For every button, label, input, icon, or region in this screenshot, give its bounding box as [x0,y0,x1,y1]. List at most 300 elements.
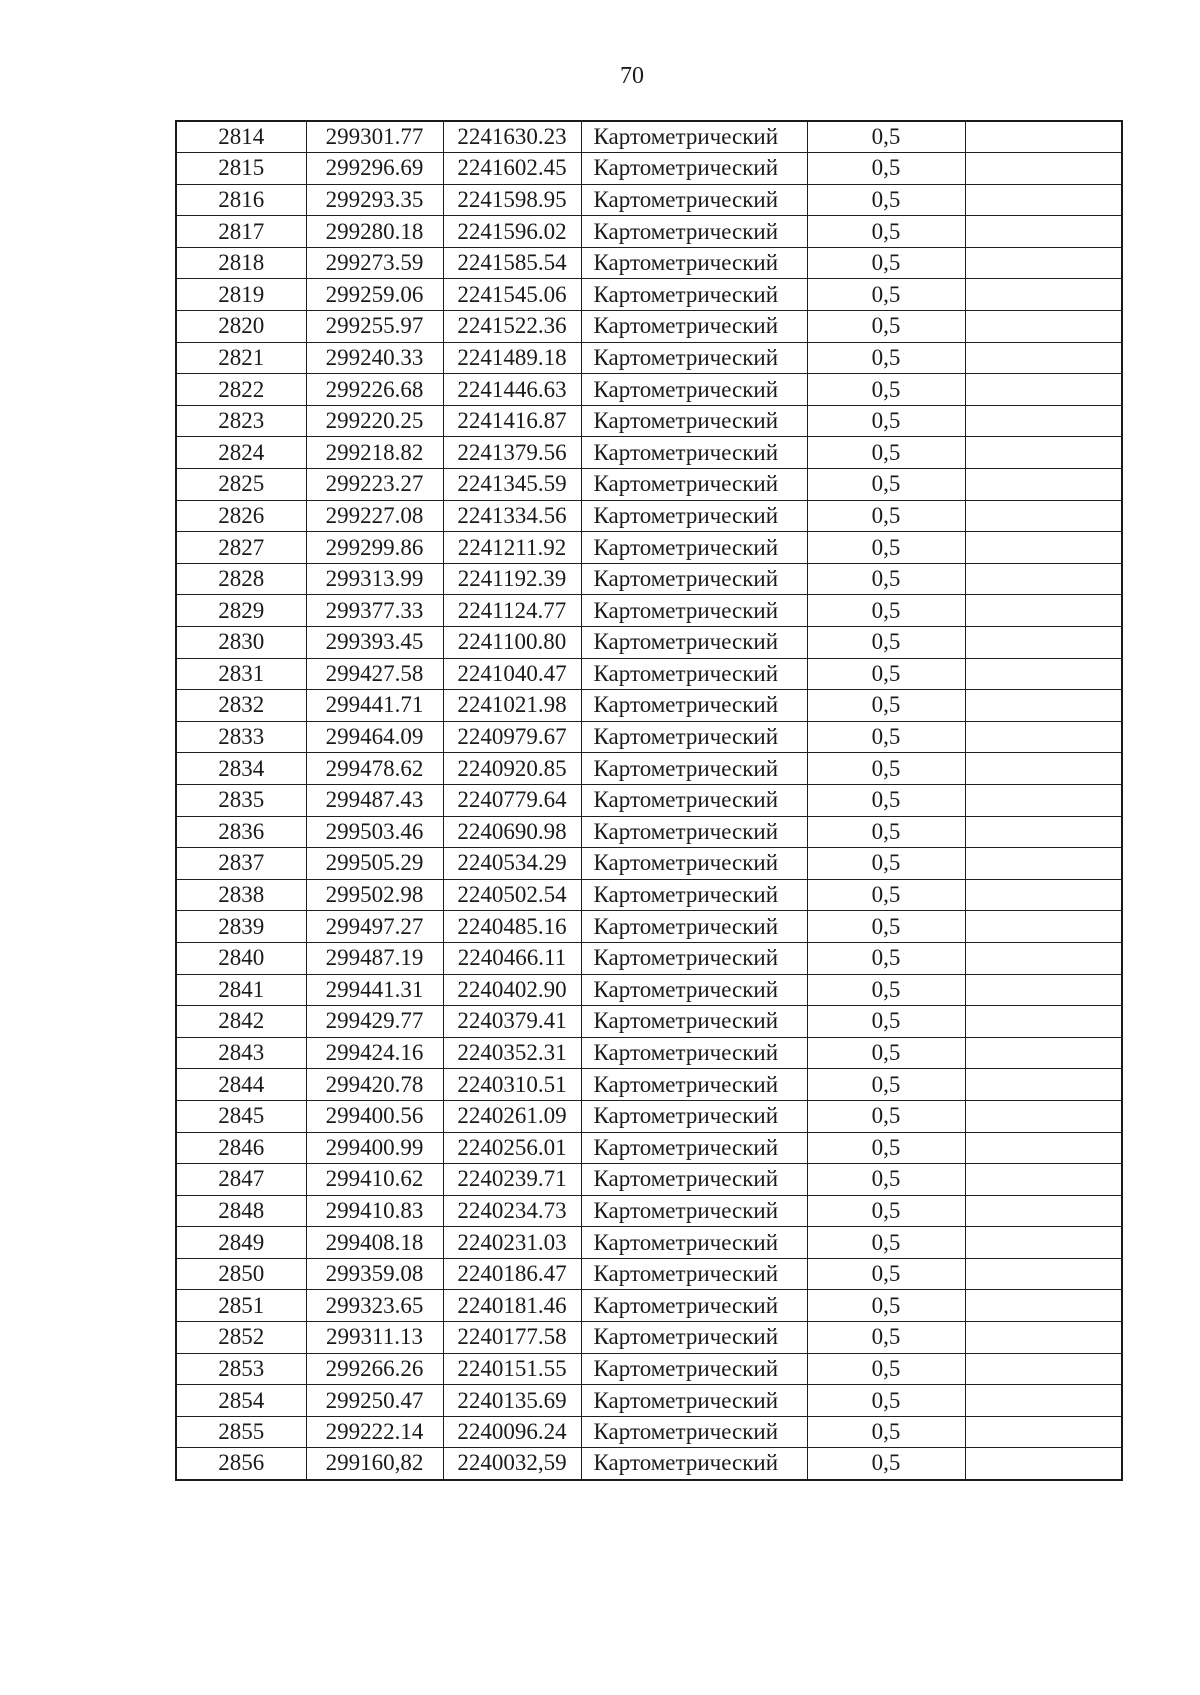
point-number-cell: 2843 [176,1037,306,1069]
y-coordinate-cell: 2240690.98 [443,816,581,848]
description-cell [965,1353,1122,1385]
description-cell [965,911,1122,943]
table-row [176,121,1122,153]
y-coordinate-cell: 2240032,59 [443,1448,581,1480]
y-coordinate-cell: 2240151.55 [443,1353,581,1385]
x-coordinate-cell: 299160,82 [306,1448,443,1480]
point-number-cell: 2816 [176,184,306,216]
x-coordinate-cell: 299377.33 [306,595,443,627]
table-row [176,279,1122,311]
table-row [176,500,1122,532]
point-number-cell: 2837 [176,848,306,880]
y-coordinate-cell: 2240181.46 [443,1290,581,1322]
table-row [176,658,1122,690]
accuracy-cell: 0,5 [807,721,965,753]
x-coordinate-cell: 299464.09 [306,721,443,753]
description-cell [965,311,1122,343]
x-coordinate-cell: 299424.16 [306,1037,443,1069]
method-cell: Картометрический [581,469,807,501]
accuracy-cell: 0,5 [807,1416,965,1448]
y-coordinate-cell: 2241211.92 [443,532,581,564]
description-cell [965,1416,1122,1448]
table-row [176,1100,1122,1132]
point-number-cell: 2848 [176,1195,306,1227]
y-coordinate-cell: 2241596.02 [443,216,581,248]
description-cell [965,1164,1122,1196]
description-cell [965,1227,1122,1259]
x-coordinate-cell: 299410.83 [306,1195,443,1227]
description-cell [965,595,1122,627]
x-coordinate-cell: 299313.99 [306,563,443,595]
point-number-cell: 2831 [176,658,306,690]
accuracy-cell: 0,5 [807,311,965,343]
method-cell: Картометрический [581,279,807,311]
method-cell: Картометрический [581,1006,807,1038]
point-number-cell: 2832 [176,690,306,722]
y-coordinate-cell: 2241630.23 [443,121,581,153]
description-cell [965,816,1122,848]
accuracy-cell: 0,5 [807,153,965,185]
accuracy-cell: 0,5 [807,1069,965,1101]
x-coordinate-cell: 299227.08 [306,500,443,532]
description-cell [965,1069,1122,1101]
x-coordinate-cell: 299301.77 [306,121,443,153]
point-number-cell: 2856 [176,1448,306,1480]
table-row [176,437,1122,469]
table-row [176,563,1122,595]
y-coordinate-cell: 2241489.18 [443,342,581,374]
x-coordinate-cell: 299487.19 [306,942,443,974]
x-coordinate-cell: 299441.71 [306,690,443,722]
description-cell [965,1448,1122,1480]
description-cell [965,184,1122,216]
method-cell: Картометрический [581,1416,807,1448]
accuracy-cell: 0,5 [807,784,965,816]
x-coordinate-cell: 299226.68 [306,374,443,406]
method-cell: Картометрический [581,1037,807,1069]
method-cell: Картометрический [581,1100,807,1132]
accuracy-cell: 0,5 [807,500,965,532]
table-row [176,1448,1122,1480]
accuracy-cell: 0,5 [807,595,965,627]
accuracy-cell: 0,5 [807,1100,965,1132]
y-coordinate-cell: 2241379.56 [443,437,581,469]
table-row [176,595,1122,627]
table-row [176,1164,1122,1196]
description-cell [965,848,1122,880]
accuracy-cell: 0,5 [807,974,965,1006]
method-cell: Картометрический [581,216,807,248]
description-cell [965,974,1122,1006]
description-cell [965,437,1122,469]
y-coordinate-cell: 2240466.11 [443,942,581,974]
description-cell [965,721,1122,753]
table-row [176,942,1122,974]
method-cell: Картометрический [581,942,807,974]
point-number-cell: 2820 [176,311,306,343]
point-number-cell: 2818 [176,247,306,279]
description-cell [965,247,1122,279]
method-cell: Картометрический [581,563,807,595]
page-number: 70 [620,63,644,89]
description-cell [965,342,1122,374]
x-coordinate-cell: 299497.27 [306,911,443,943]
table-row [176,405,1122,437]
table-row [176,1037,1122,1069]
accuracy-cell: 0,5 [807,405,965,437]
description-cell [965,374,1122,406]
method-cell: Картометрический [581,153,807,185]
x-coordinate-cell: 299400.99 [306,1132,443,1164]
x-coordinate-cell: 299255.97 [306,311,443,343]
point-number-cell: 2815 [176,153,306,185]
coordinates-table-body [176,121,1122,1480]
table-row [176,1069,1122,1101]
y-coordinate-cell: 2240402.90 [443,974,581,1006]
method-cell: Картометрический [581,753,807,785]
point-number-cell: 2838 [176,879,306,911]
point-number-cell: 2822 [176,374,306,406]
accuracy-cell: 0,5 [807,184,965,216]
table-row [176,911,1122,943]
point-number-cell: 2834 [176,753,306,785]
table-row [176,532,1122,564]
description-cell [965,1195,1122,1227]
accuracy-cell: 0,5 [807,1448,965,1480]
accuracy-cell: 0,5 [807,690,965,722]
description-cell [965,1037,1122,1069]
x-coordinate-cell: 299503.46 [306,816,443,848]
description-cell [965,405,1122,437]
method-cell: Картометрический [581,374,807,406]
method-cell: Картометрический [581,974,807,1006]
table-row [176,1416,1122,1448]
description-cell [965,784,1122,816]
description-cell [965,690,1122,722]
point-number-cell: 2853 [176,1353,306,1385]
x-coordinate-cell: 299266.26 [306,1353,443,1385]
method-cell: Картометрический [581,721,807,753]
method-cell: Картометрический [581,816,807,848]
y-coordinate-cell: 2240177.58 [443,1322,581,1354]
method-cell: Картометрический [581,690,807,722]
description-cell [965,658,1122,690]
x-coordinate-cell: 299259.06 [306,279,443,311]
x-coordinate-cell: 299429.77 [306,1006,443,1038]
method-cell: Картометрический [581,911,807,943]
y-coordinate-cell: 2240379.41 [443,1006,581,1038]
table-row [176,184,1122,216]
method-cell: Картометрический [581,1195,807,1227]
accuracy-cell: 0,5 [807,1385,965,1417]
x-coordinate-cell: 299218.82 [306,437,443,469]
method-cell: Картометрический [581,1322,807,1354]
point-number-cell: 2841 [176,974,306,1006]
description-cell [965,1290,1122,1322]
point-number-cell: 2835 [176,784,306,816]
point-number-cell: 2828 [176,563,306,595]
description-cell [965,469,1122,501]
x-coordinate-cell: 299408.18 [306,1227,443,1259]
accuracy-cell: 0,5 [807,942,965,974]
point-number-cell: 2826 [176,500,306,532]
accuracy-cell: 0,5 [807,1037,965,1069]
point-number-cell: 2844 [176,1069,306,1101]
method-cell: Картометрический [581,658,807,690]
accuracy-cell: 0,5 [807,1195,965,1227]
x-coordinate-cell: 299487.43 [306,784,443,816]
point-number-cell: 2846 [176,1132,306,1164]
table-row [176,1006,1122,1038]
y-coordinate-cell: 2240239.71 [443,1164,581,1196]
method-cell: Картометрический [581,848,807,880]
x-coordinate-cell: 299223.27 [306,469,443,501]
y-coordinate-cell: 2240096.24 [443,1416,581,1448]
point-number-cell: 2833 [176,721,306,753]
x-coordinate-cell: 299293.35 [306,184,443,216]
accuracy-cell: 0,5 [807,627,965,659]
point-number-cell: 2842 [176,1006,306,1038]
table-row [176,1353,1122,1385]
description-cell [965,216,1122,248]
method-cell: Картометрический [581,405,807,437]
point-number-cell: 2839 [176,911,306,943]
x-coordinate-cell: 299410.62 [306,1164,443,1196]
accuracy-cell: 0,5 [807,1227,965,1259]
table-row [176,627,1122,659]
method-cell: Картометрический [581,1290,807,1322]
y-coordinate-cell: 2241345.59 [443,469,581,501]
accuracy-cell: 0,5 [807,374,965,406]
table-row [176,848,1122,880]
description-cell [965,500,1122,532]
method-cell: Картометрический [581,1448,807,1480]
table-row [176,1322,1122,1354]
accuracy-cell: 0,5 [807,911,965,943]
accuracy-cell: 0,5 [807,1006,965,1038]
y-coordinate-cell: 2241124.77 [443,595,581,627]
method-cell: Картометрический [581,247,807,279]
point-number-cell: 2824 [176,437,306,469]
point-number-cell: 2817 [176,216,306,248]
y-coordinate-cell: 2240979.67 [443,721,581,753]
x-coordinate-cell: 299299.86 [306,532,443,564]
description-cell [965,879,1122,911]
x-coordinate-cell: 299359.08 [306,1258,443,1290]
table-row [176,1290,1122,1322]
x-coordinate-cell: 299273.59 [306,247,443,279]
y-coordinate-cell: 2240135.69 [443,1385,581,1417]
y-coordinate-cell: 2241040.47 [443,658,581,690]
table-row [176,784,1122,816]
y-coordinate-cell: 2241021.98 [443,690,581,722]
method-cell: Картометрический [581,342,807,374]
table-row [176,690,1122,722]
point-number-cell: 2851 [176,1290,306,1322]
y-coordinate-cell: 2240310.51 [443,1069,581,1101]
y-coordinate-cell: 2240256.01 [443,1132,581,1164]
method-cell: Картометрический [581,311,807,343]
accuracy-cell: 0,5 [807,469,965,501]
table-row [176,721,1122,753]
accuracy-cell: 0,5 [807,532,965,564]
table-row [176,216,1122,248]
description-cell [965,121,1122,153]
x-coordinate-cell: 299311.13 [306,1322,443,1354]
table-row [176,1258,1122,1290]
y-coordinate-cell: 2240234.73 [443,1195,581,1227]
table-row [176,1132,1122,1164]
x-coordinate-cell: 299393.45 [306,627,443,659]
accuracy-cell: 0,5 [807,247,965,279]
point-number-cell: 2850 [176,1258,306,1290]
y-coordinate-cell: 2241545.06 [443,279,581,311]
y-coordinate-cell: 2241522.36 [443,311,581,343]
method-cell: Картометрический [581,627,807,659]
method-cell: Картометрический [581,437,807,469]
point-number-cell: 2845 [176,1100,306,1132]
x-coordinate-cell: 299222.14 [306,1416,443,1448]
method-cell: Картометрический [581,121,807,153]
method-cell: Картометрический [581,1227,807,1259]
point-number-cell: 2836 [176,816,306,848]
y-coordinate-cell: 2241100.80 [443,627,581,659]
y-coordinate-cell: 2241598.95 [443,184,581,216]
table-row [176,342,1122,374]
table-row [176,247,1122,279]
accuracy-cell: 0,5 [807,1164,965,1196]
point-number-cell: 2830 [176,627,306,659]
method-cell: Картометрический [581,879,807,911]
y-coordinate-cell: 2241192.39 [443,563,581,595]
x-coordinate-cell: 299400.56 [306,1100,443,1132]
y-coordinate-cell: 2240534.29 [443,848,581,880]
point-number-cell: 2847 [176,1164,306,1196]
accuracy-cell: 0,5 [807,279,965,311]
y-coordinate-cell: 2240485.16 [443,911,581,943]
x-coordinate-cell: 299502.98 [306,879,443,911]
table-row [176,469,1122,501]
table-row [176,374,1122,406]
point-number-cell: 2852 [176,1322,306,1354]
description-cell [965,942,1122,974]
method-cell: Картометрический [581,1385,807,1417]
point-number-cell: 2829 [176,595,306,627]
accuracy-cell: 0,5 [807,753,965,785]
y-coordinate-cell: 2241416.87 [443,405,581,437]
method-cell: Картометрический [581,1353,807,1385]
accuracy-cell: 0,5 [807,1258,965,1290]
y-coordinate-cell: 2241602.45 [443,153,581,185]
accuracy-cell: 0,5 [807,437,965,469]
method-cell: Картометрический [581,1132,807,1164]
accuracy-cell: 0,5 [807,1322,965,1354]
table-row [176,1227,1122,1259]
point-number-cell: 2819 [176,279,306,311]
y-coordinate-cell: 2240186.47 [443,1258,581,1290]
table-row [176,153,1122,185]
table-row [176,816,1122,848]
description-cell [965,1132,1122,1164]
point-number-cell: 2814 [176,121,306,153]
accuracy-cell: 0,5 [807,1353,965,1385]
x-coordinate-cell: 299240.33 [306,342,443,374]
table-row [176,753,1122,785]
method-cell: Картометрический [581,595,807,627]
x-coordinate-cell: 299478.62 [306,753,443,785]
table-row [176,1385,1122,1417]
description-cell [965,279,1122,311]
point-number-cell: 2821 [176,342,306,374]
table-row [176,1195,1122,1227]
x-coordinate-cell: 299505.29 [306,848,443,880]
description-cell [965,1006,1122,1038]
method-cell: Картометрический [581,532,807,564]
x-coordinate-cell: 299280.18 [306,216,443,248]
description-cell [965,563,1122,595]
y-coordinate-cell: 2241334.56 [443,500,581,532]
x-coordinate-cell: 299420.78 [306,1069,443,1101]
method-cell: Картометрический [581,1164,807,1196]
x-coordinate-cell: 299323.65 [306,1290,443,1322]
y-coordinate-cell: 2240920.85 [443,753,581,785]
accuracy-cell: 0,5 [807,848,965,880]
description-cell [965,1258,1122,1290]
y-coordinate-cell: 2240352.31 [443,1037,581,1069]
coordinates-table [175,120,1123,1481]
point-number-cell: 2849 [176,1227,306,1259]
description-cell [965,1322,1122,1354]
accuracy-cell: 0,5 [807,1290,965,1322]
accuracy-cell: 0,5 [807,879,965,911]
description-cell [965,753,1122,785]
y-coordinate-cell: 2240779.64 [443,784,581,816]
y-coordinate-cell: 2240261.09 [443,1100,581,1132]
accuracy-cell: 0,5 [807,1132,965,1164]
point-number-cell: 2854 [176,1385,306,1417]
description-cell [965,1100,1122,1132]
method-cell: Картометрический [581,500,807,532]
table-row [176,974,1122,1006]
x-coordinate-cell: 299427.58 [306,658,443,690]
point-number-cell: 2825 [176,469,306,501]
x-coordinate-cell: 299441.31 [306,974,443,1006]
accuracy-cell: 0,5 [807,563,965,595]
point-number-cell: 2827 [176,532,306,564]
x-coordinate-cell: 299296.69 [306,153,443,185]
description-cell [965,627,1122,659]
description-cell [965,532,1122,564]
accuracy-cell: 0,5 [807,658,965,690]
accuracy-cell: 0,5 [807,816,965,848]
method-cell: Картометрический [581,184,807,216]
x-coordinate-cell: 299220.25 [306,405,443,437]
table-row [176,311,1122,343]
y-coordinate-cell: 2241585.54 [443,247,581,279]
description-cell [965,153,1122,185]
y-coordinate-cell: 2241446.63 [443,374,581,406]
accuracy-cell: 0,5 [807,121,965,153]
description-cell [965,1385,1122,1417]
accuracy-cell: 0,5 [807,342,965,374]
point-number-cell: 2823 [176,405,306,437]
point-number-cell: 2840 [176,942,306,974]
point-number-cell: 2855 [176,1416,306,1448]
method-cell: Картометрический [581,784,807,816]
method-cell: Картометрический [581,1258,807,1290]
x-coordinate-cell: 299250.47 [306,1385,443,1417]
table-row [176,879,1122,911]
